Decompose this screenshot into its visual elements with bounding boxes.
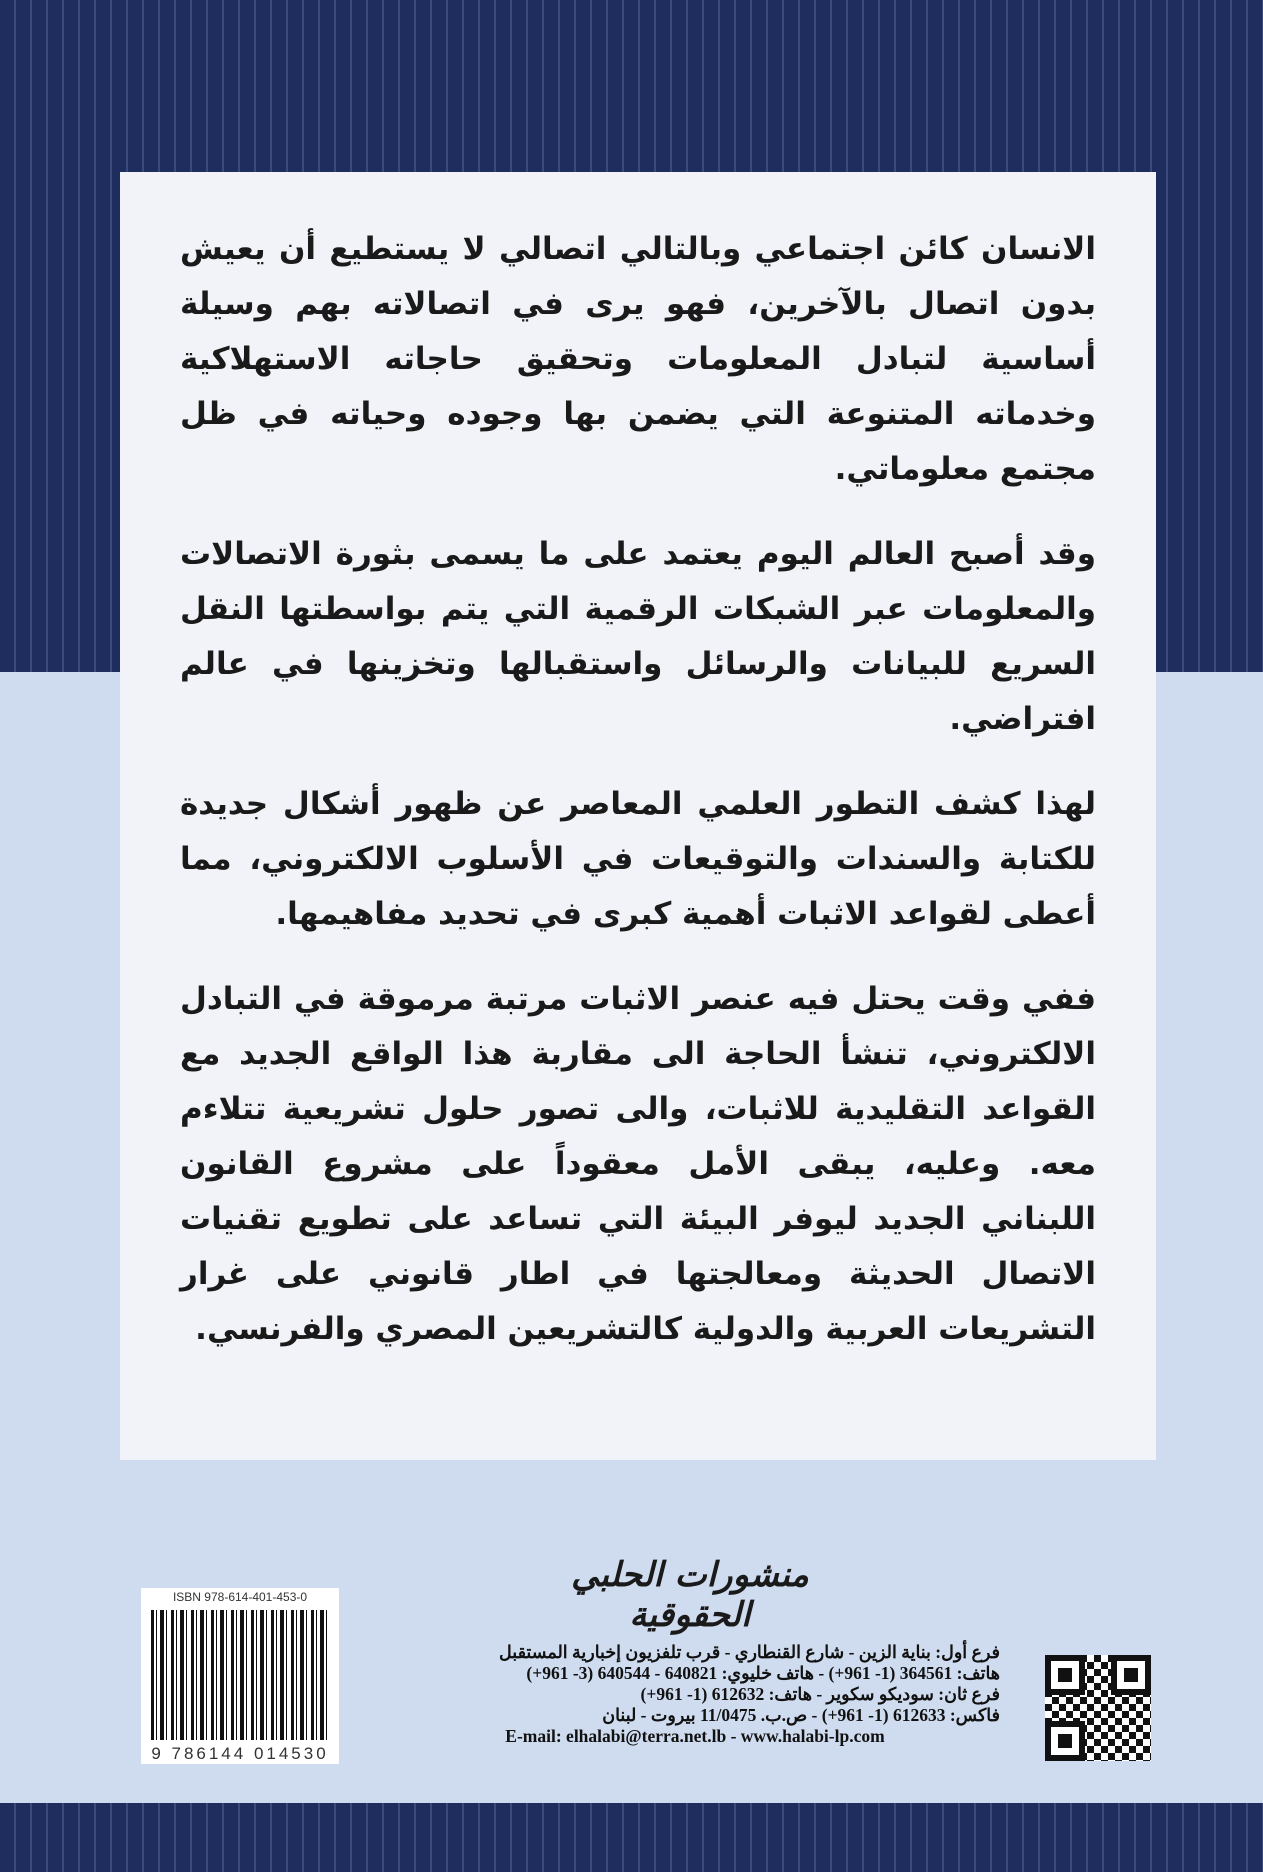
address-line: فرع أول: بناية الزين - شارع القنطاري - قرب تلفزيون إخبارية المستقبل	[499, 1642, 1000, 1662]
isbn-label: ISBN 978-614-401-453-0	[172, 1590, 308, 1604]
blurb-paragraph: وقد أصبح العالم اليوم يعتمد على ما يسمى بثورة الاتصالات والمعلومات عبر الشبكات الرقمية التي يتم بواسطتها النقل السريع للبيانات والرسائل واستقبالها وتخزينها في عالم افتراضي.	[180, 536, 1096, 737]
address-line: فرع ثان: سوديكو سكوير - هاتف: 612632 (1- 961+)	[640, 1684, 1000, 1704]
isbn-barcode	[141, 1588, 339, 1764]
blurb-paragraph: ففي وقت يحتل فيه عنصر الاثبات مرتبة مرموقة في التبادل الالكتروني، تنشأ الحاجة الى مقاربة هذا الواقع الجديد مع القواعد التقليدية للاثبات، والى تصور حلول تشريعية تتلاءم معه. وعليه، يبقى الأمل معقوداً على مشروع القانون اللبناني الجديد ليوفر البيئة التي تساعد على تطويع تقنيات الاتصال الحديثة ومعالجتها في اطار قانوني على غرار التشريعات العربية والدولية كالتشريعين المصري والفرنسي.	[180, 981, 1096, 1347]
barcode-bars	[151, 1610, 331, 1740]
qr-finder	[1045, 1655, 1085, 1695]
qr-finder	[1111, 1655, 1151, 1695]
contact-line: E-mail: elhalabi@terra.net.lb - www.halabi-lp.com	[505, 1726, 885, 1746]
blurb-panel	[120, 172, 1156, 1460]
address-line: هاتف: 364561 (1- 961+) - هاتف خليوي: 640821 - 640544 (3- 961+)	[526, 1663, 1000, 1683]
address-line: فاكس: 612633 (1- 961+) - ص.ب. 11/0475 بيروت - لبنان	[602, 1705, 1000, 1725]
blurb-paragraph: الانسان كائن اجتماعي وبالتالي اتصالي لا يستطيع أن يعيش بدون اتصال بالآخرين، فهو يرى في اتصالاته بهم وسيلة أساسية لتبادل المعلومات وتحقيق حاجاته الاستهلاكية وخدماته المتنوعة التي يضمن بها وجوده وحياته في ظل مجتمع معلوماتي.	[180, 231, 1096, 487]
publisher-logo: منشورات الحلبي الحقوقية	[571, 1555, 809, 1635]
barcode-digits: 9 786144 014530	[141, 1744, 339, 1764]
navy-striped-background-bottom	[0, 1803, 1263, 1872]
blurb-paragraph: لهذا كشف التطور العلمي المعاصر عن ظهور أشكال جديدة للكتابة والسندات والتوقيعات في الأسلوب الالكتروني، مما أعطى لقواعد الاثبات أهمية كبرى في تحديد مفاهيمها.	[180, 786, 1096, 932]
qr-code-icon	[1045, 1655, 1151, 1761]
qr-finder	[1045, 1721, 1085, 1761]
publisher-address	[390, 1642, 1000, 1747]
